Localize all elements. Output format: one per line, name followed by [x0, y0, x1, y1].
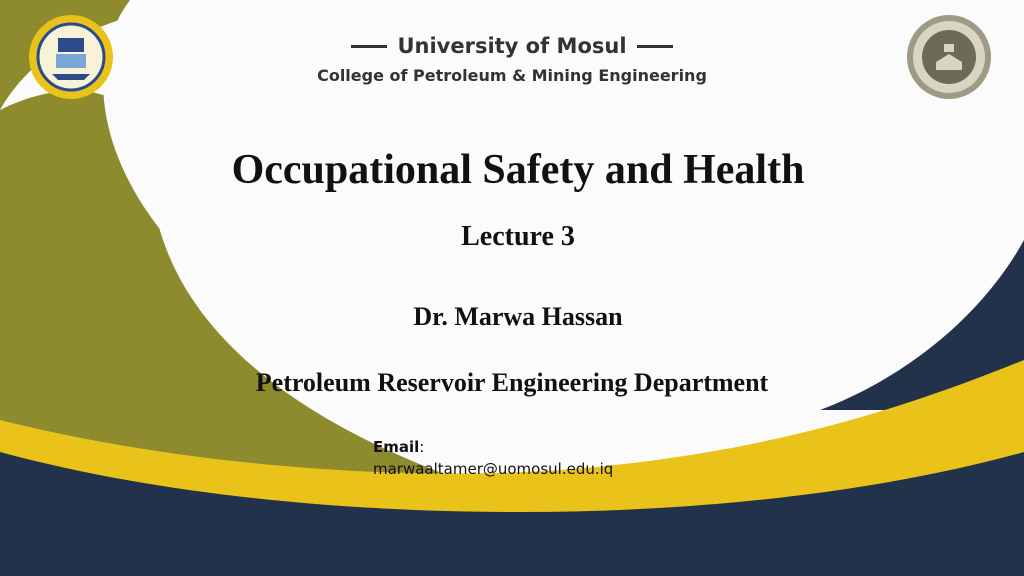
left-dash: [351, 45, 387, 48]
right-dash: [637, 45, 673, 48]
university-header: [0, 34, 1024, 58]
email-block: [373, 436, 613, 480]
email-address: marwaaltamer@uomosul.edu.iq: [373, 460, 614, 478]
university-name: University of Mosul: [397, 34, 627, 58]
email-label: Email: [373, 438, 420, 456]
college-name: College of Petroleum & Mining Engineering: [317, 66, 707, 85]
email-label-line: [373, 436, 613, 458]
college-header: [0, 66, 1024, 85]
slide-title: Occupational Safety and Health: [231, 147, 805, 193]
lecture-number: Lecture 3: [461, 221, 575, 252]
department-name: Petroleum Reservoir Engineering Department: [255, 368, 769, 397]
author-name: Dr. Marwa Hassan: [413, 302, 623, 331]
email-colon: :: [419, 438, 425, 456]
